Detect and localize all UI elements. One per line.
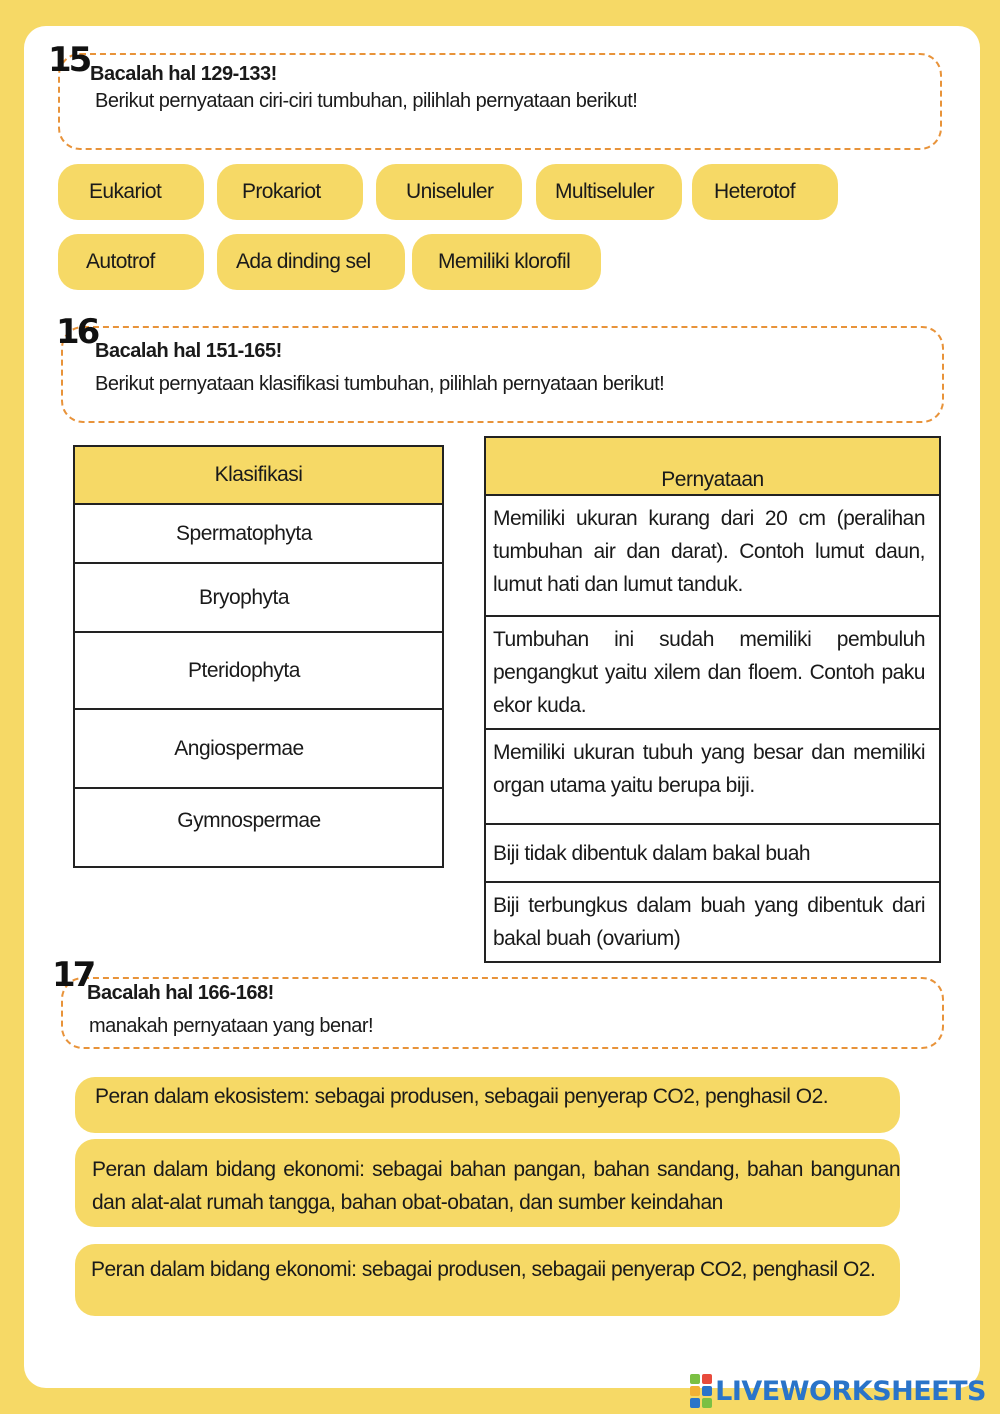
statement-row[interactable]: Biji terbungkus dalam buah yang dibentuk dari bakal buah (ovarium) <box>485 882 940 962</box>
q15-option-multiseluler[interactable]: Multiseluler <box>536 164 682 220</box>
classification-angiospermae[interactable]: Angiospermae <box>74 709 443 788</box>
q16-number: 16 <box>56 312 98 352</box>
q15-option-prokariot[interactable]: Prokariot <box>217 164 363 220</box>
classification-bryophyta[interactable]: Bryophyta <box>74 563 443 632</box>
q15-option-ada-dinding-sel[interactable]: Ada dinding sel <box>217 234 405 290</box>
q15-option-memiliki-klorofil[interactable]: Memiliki klorofil <box>412 234 601 290</box>
statement-row[interactable]: Tumbuhan ini sudah memiliki pembuluh pengangkut yaitu xilem dan floem. Contoh paku ekor kuda. <box>485 616 940 729</box>
statement-header: Pernyataan <box>485 437 940 495</box>
q17-answer-option[interactable]: Peran dalam bidang ekonomi: sebagai bahan pangan, bahan sandang, bahan bangunan dan alat-alat rumah tangga, bahan obat-obatan, dan sumber keindahan <box>75 1139 900 1227</box>
q17-instruction: manakah pernyataan yang benar! <box>89 1015 374 1037</box>
q15-option-autotrof[interactable]: Autotrof <box>58 234 204 290</box>
statement-row[interactable]: Biji tidak dibentuk dalam bakal buah <box>485 824 940 882</box>
classification-pteridophyta[interactable]: Pteridophyta <box>74 632 443 709</box>
q17-number: 17 <box>52 955 94 995</box>
q15-title: Bacalah hal 129-133! <box>90 63 277 85</box>
classification-header: Klasifikasi <box>74 446 443 504</box>
statement-table <box>484 436 941 963</box>
q16-title: Bacalah hal 151-165! <box>95 340 282 362</box>
q15-instruction: Berikut pernyataan ciri-ciri tumbuhan, pilihlah pernyataan berikut! <box>95 90 638 112</box>
q15-option-uniseluler[interactable]: Uniseluler <box>376 164 522 220</box>
q17-answer-option[interactable]: Peran dalam bidang ekonomi: sebagai produsen, sebagaii penyerap CO2, penghasil O2. <box>75 1244 900 1316</box>
classification-spermatophyta[interactable]: Spermatophyta <box>74 504 443 563</box>
q17-answer-option[interactable]: Peran dalam ekosistem: sebagai produsen, sebagaii penyerap CO2, penghasil O2. <box>75 1077 900 1133</box>
statement-row[interactable]: Memiliki ukuran kurang dari 20 cm (peralihan tumbuhan air dan darat). Contoh lumut daun, lumut hati dan lumut tanduk. <box>485 495 940 616</box>
liveworksheets-brand: LIVEWORKSHEETS <box>715 1375 986 1407</box>
liveworksheets-logo-icon <box>690 1374 712 1408</box>
statement-row[interactable]: Memiliki ukuran tubuh yang besar dan memiliki organ utama yaitu berupa biji. <box>485 729 940 824</box>
classification-gymnospermae[interactable]: Gymnospermae <box>74 788 443 867</box>
liveworksheets-logo <box>690 1374 986 1408</box>
q15-number: 15 <box>48 40 90 80</box>
q15-option-heterotof[interactable]: Heterotof <box>692 164 838 220</box>
q15-option-eukariot[interactable]: Eukariot <box>58 164 204 220</box>
classification-table <box>73 445 444 868</box>
q16-instruction: Berikut pernyataan klasifikasi tumbuhan, pilihlah pernyataan berikut! <box>95 373 665 395</box>
q17-title: Bacalah hal 166-168! <box>87 982 274 1004</box>
